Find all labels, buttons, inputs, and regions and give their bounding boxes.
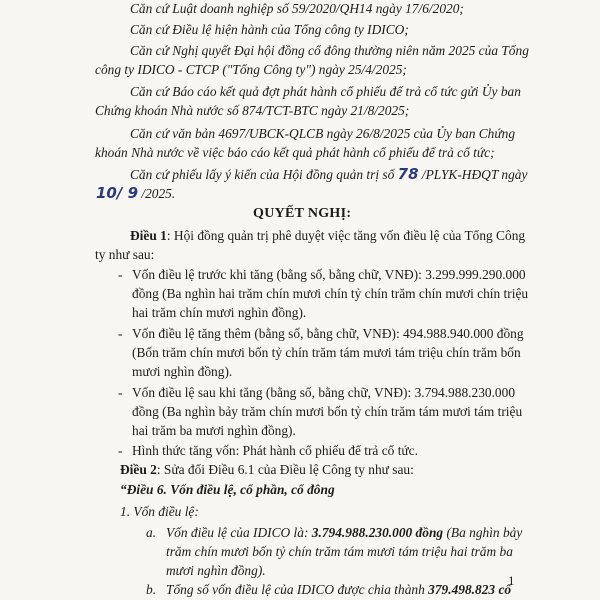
basis-report-line2: Chứng khoán Nhà nước số 874/TCT-BTC ngày 21/8/2025; bbox=[95, 103, 410, 118]
basis-ballot-pre: Căn cứ phiếu lấy ý kiến của Hội đồng quản trị số bbox=[130, 167, 395, 182]
item-b-pre: Tổng số vốn điều lệ của IDICO được chia thành bbox=[166, 582, 429, 597]
section-title: QUYẾT NGHỊ: bbox=[253, 206, 352, 221]
charter-capital-subheading: 1. Vốn điều lệ: bbox=[120, 504, 199, 519]
item-b-label: b. bbox=[146, 582, 157, 597]
article2-label: Điều 2 bbox=[120, 462, 157, 477]
bullet3-line2: đồng (Ba nghìn bảy trăm chín mươi bốn tỷ chín trăm tám mươi tám triệu bbox=[132, 404, 523, 419]
bullet3-line3: hai trăm ba mươi nghìn đồng). bbox=[132, 423, 296, 438]
item-b-line2 bbox=[166, 597, 196, 598]
bullet1-line1: Vốn điều lệ trước khi tăng (bằng số, bằng chữ, VNĐ): 3.299.999.290.000 bbox=[132, 267, 526, 282]
bullet4-line1: Hình thức tăng vốn: Phát hành cổ phiếu để trả cổ tức. bbox=[132, 443, 418, 458]
basis-charter: Căn cứ Điều lệ hiện hành của Tổng công ty IDICO; bbox=[130, 22, 409, 37]
handwritten-ballot-number: 78 bbox=[397, 165, 419, 183]
bullet3-line1: Vốn điều lệ sau khi tăng (bằng số, bằng chữ, VNĐ): 3.794.988.230.000 bbox=[132, 385, 516, 400]
item-a-amount: 3.794.988.230.000 đồng bbox=[311, 525, 444, 540]
bullet2-line3: mươi nghìn đồng). bbox=[132, 364, 233, 379]
item-a-label: a. bbox=[146, 525, 157, 540]
article2-text: : Sửa đổi Điều 6.1 của Điều lệ Công ty như sau: bbox=[156, 462, 414, 477]
article1-line1 bbox=[130, 228, 525, 244]
basis-ballot-line1 bbox=[130, 166, 527, 183]
item-a-line1 bbox=[166, 525, 522, 541]
item-a-line3: mươi nghìn đồng). bbox=[166, 563, 266, 578]
handwritten-date: 10/ 9 bbox=[96, 184, 139, 202]
item-b-line1 bbox=[166, 582, 511, 598]
basis-law: Căn cứ Luật doanh nghiệp số 59/2020/QH14 ngày 17/6/2020; bbox=[130, 1, 464, 16]
article1-text: : Hội đồng quản trị phê duyệt việc tăng vốn điều lệ của Tổng Công bbox=[166, 228, 526, 243]
basis-document-line1: Căn cứ văn bản 4697/UBCK-QLCB ngày 26/8/2025 của Ủy ban Chứng bbox=[130, 126, 516, 141]
bullet-dash: - bbox=[118, 443, 123, 458]
basis-resolution-line2: công ty IDICO - CTCP ("Tổng Công ty") ngày 25/4/2025; bbox=[95, 62, 407, 77]
bullet-dash: - bbox=[118, 267, 123, 282]
item-b-shares: 379.498.823 cổ bbox=[428, 582, 512, 597]
page-number: 1 bbox=[508, 573, 515, 588]
bullet-dash: - bbox=[118, 385, 123, 400]
item-a-line2: trăm chín mươi bốn tỷ chín trăm tám mươi tám triệu hai trăm ba bbox=[166, 544, 513, 559]
basis-resolution-line1: Căn cứ Nghị quyết Đại hội đồng cổ đông thường niên năm 2025 của Tổng bbox=[130, 43, 529, 58]
bullet1-line2: đồng (Ba nghìn hai trăm chín mươi chín tỷ chín trăm chín mươi chín triệu bbox=[132, 286, 529, 301]
article6-heading: “Điều 6. Vốn điều lệ, cổ phần, cổ đông bbox=[120, 482, 335, 497]
article2-line1 bbox=[120, 462, 414, 478]
item-b-line3 bbox=[192, 597, 195, 598]
basis-ballot-post: /PLYK-HĐQT ngày bbox=[421, 167, 528, 182]
basis-report-line1: Căn cứ Báo cáo kết quả đợt phát hành cổ phiếu để trả cổ tức gửi Ủy ban bbox=[130, 84, 521, 99]
item-a-post: (Ba nghìn bảy bbox=[443, 525, 523, 540]
bullet2-line1: Vốn điều lệ tăng thêm (bằng số, bằng chữ, VNĐ): 494.988.940.000 đồng bbox=[132, 326, 524, 341]
bullet2-line2: (Bốn trăm chín mươi bốn tỷ chín trăm tám mươi tám triệu chín trăm bốn bbox=[132, 345, 521, 360]
item-a-pre: Vốn điều lệ của IDICO là: bbox=[166, 525, 312, 540]
article1-label: Điều 1 bbox=[130, 228, 167, 243]
basis-ballot-line2 bbox=[96, 185, 175, 202]
article1-line2: ty như sau: bbox=[95, 247, 155, 262]
bullet-dash: - bbox=[118, 326, 123, 341]
basis-document-line2: khoán Nhà nước về việc báo cáo kết quả phát hành cổ phiếu để trả cổ tức; bbox=[95, 145, 495, 160]
basis-ballot-year: /2025. bbox=[141, 186, 176, 201]
item-b-line2-text bbox=[168, 597, 192, 598]
bullet1-line3: hai trăm chín mươi nghìn đồng). bbox=[132, 305, 307, 320]
